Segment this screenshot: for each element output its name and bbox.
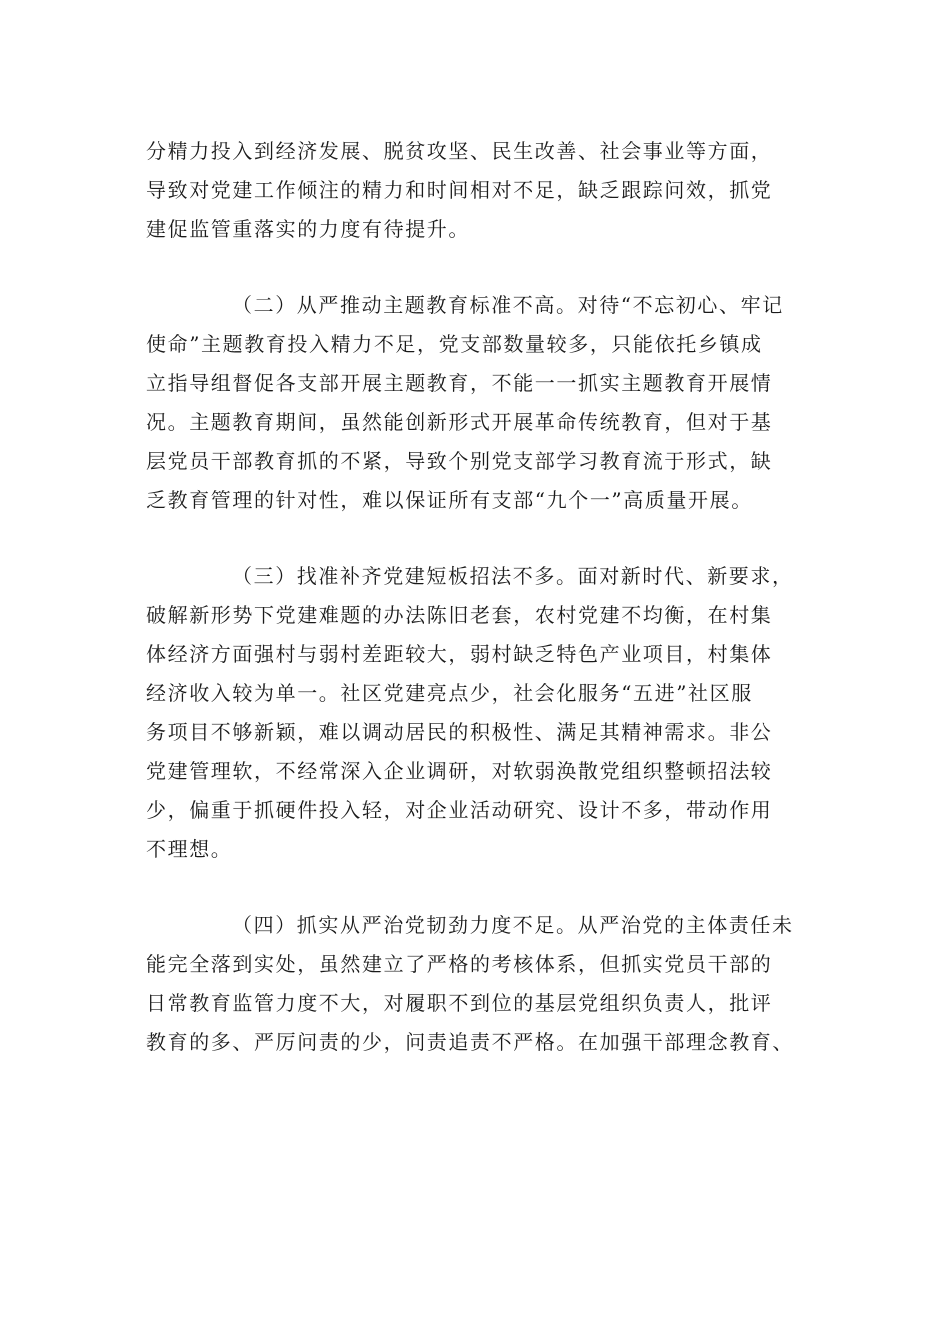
text-line: 层党员干部教育抓的不紧，导致个别党支部学习教育流于形式，缺 <box>146 449 773 473</box>
text-line: 使命”主题教育投入精力不足，党支部数量较多，只能依托乡镇成 <box>146 332 763 356</box>
paragraph-gap <box>146 520 806 557</box>
text-line: 经济收入较为单一。社区党建亮点少，社会化服务“五进”社区服 <box>146 681 753 705</box>
text-line: 体经济方面强村与弱村差距较大，弱村缺乏特色产业项目，村集体 <box>146 642 773 666</box>
text-line: 况。主题教育期间，虽然能创新形式开展革命传统教育，但对于基 <box>146 410 773 434</box>
paragraph-continuation <box>146 132 806 249</box>
text-line: （二）从严推动主题教育标准不高。对待“不忘初心、牢记 <box>232 293 784 317</box>
text-line: 务项目不够新颖，难以调动居民的积极性、满足其精神需求。非公 <box>146 720 773 744</box>
text-line: 破解新形势下党建难题的办法陈旧老套，农村党建不均衡，在村集 <box>146 603 773 627</box>
text-line: 日常教育监管力度不大，对履职不到位的基层党组织负责人，批评 <box>146 991 773 1015</box>
document-body <box>146 132 806 1062</box>
text-line: （四）抓实从严治党韧劲力度不足。从严治党的主体责任未 <box>232 913 794 937</box>
text-line: 不理想。 <box>146 837 233 861</box>
paragraph-section-2 <box>146 286 806 520</box>
text-line: 乏教育管理的针对性，难以保证所有支部“九个一”高质量开展。 <box>146 488 753 512</box>
text-line: 立指导组督促各支部开展主题教育，不能一一抓实主题教育开展情 <box>146 371 773 395</box>
paragraph-gap <box>146 249 806 286</box>
text-line: 分精力投入到经济发展、脱贫攻坚、民生改善、社会事业等方面， <box>146 139 773 163</box>
text-line: 少，偏重于抓硬件投入轻，对企业活动研究、设计不多，带动作用 <box>146 798 773 822</box>
paragraph-gap <box>146 869 806 906</box>
text-line: 党建管理软，不经常深入企业调研，对软弱涣散党组织整顿招法较 <box>146 759 773 783</box>
text-line: （三）找准补齐党建短板招法不多。面对新时代、新要求， <box>232 564 794 588</box>
text-line: 建促监管重落实的力度有待提升。 <box>146 217 470 241</box>
paragraph-section-3 <box>146 557 806 869</box>
paragraph-section-4 <box>146 906 806 1062</box>
text-line: 教育的多、严厉问责的少，问责追责不严格。在加强干部理念教育、 <box>146 1030 794 1054</box>
text-line: 导致对党建工作倾注的精力和时间相对不足，缺乏跟踪问效，抓党 <box>146 178 773 202</box>
text-line: 能完全落到实处，虽然建立了严格的考核体系，但抓实党员干部的 <box>146 952 773 976</box>
